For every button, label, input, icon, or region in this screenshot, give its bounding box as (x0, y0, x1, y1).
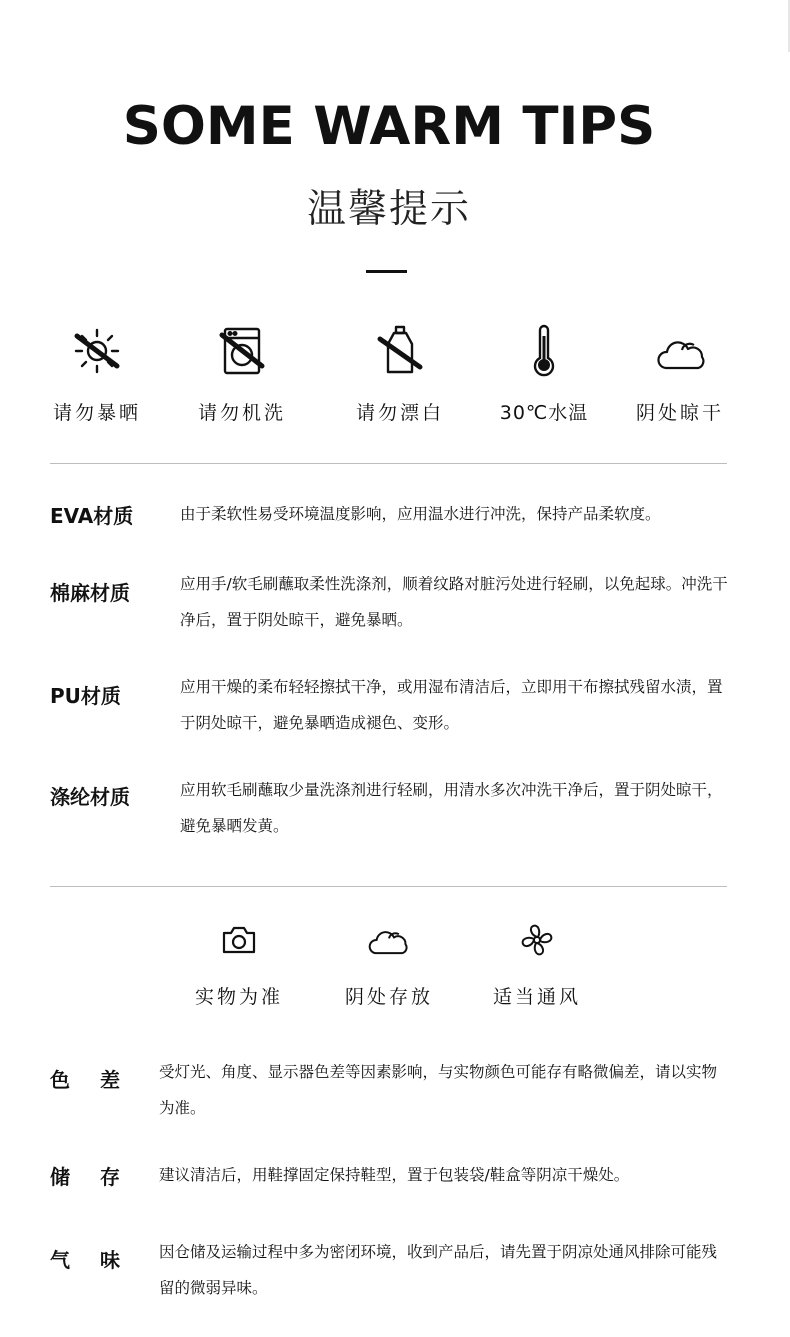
thermometer-icon (516, 322, 572, 378)
material-text: 应用干燥的柔布轻轻擦拭干净，或用湿布清洁后，立即用干布擦拭残留水渍，置于阴处晾干，避免暴晒造成褪色、变形。 (180, 678, 723, 732)
fan-icon (517, 920, 557, 960)
info-item-actual-product (169, 920, 309, 1009)
material-text: 应用手/软毛刷蘸取柔性洗涤剂，顺着纹路对脏污处进行轻刷，以免起球。冲洗干净后，置于阴处晾干，避免暴晒。 (180, 575, 728, 629)
note-title-storage (50, 1161, 120, 1190)
no-sun-icon (69, 322, 125, 378)
note-title-char: 色 (50, 1068, 70, 1092)
section-divider (50, 886, 727, 887)
care-item-shade-dry (610, 322, 750, 425)
material-title: 涤纶材质 (50, 785, 130, 809)
info-item-ventilation (467, 920, 607, 1009)
material-title: EVA材质 (50, 504, 134, 528)
cloud-icon (652, 322, 708, 378)
title-divider (366, 270, 407, 273)
care-item-water-temp (474, 322, 614, 425)
material-text: 由于柔软性易受环境温度影响，应用温水进行冲洗，保持产品柔软度。 (180, 505, 661, 523)
info-label: 阴处存放 (344, 986, 433, 1008)
no-bleach-icon (372, 322, 428, 378)
material-text: 应用软毛刷蘸取少量洗涤剂进行轻刷，用清水多次冲洗干净后，置于阴处晾干，避免暴晒发黄。 (180, 781, 723, 835)
material-title: PU材质 (50, 684, 121, 708)
note-title-char: 味 (100, 1248, 120, 1272)
info-label: 实物为准 (194, 986, 283, 1008)
note-title-color-difference (50, 1064, 120, 1093)
care-label: 请勿机洗 (197, 402, 286, 424)
cloud-icon (366, 920, 412, 960)
note-text: 受灯光、角度、显示器色差等因素影响，与实物颜色可能存有略微偏差，请以实物为准。 (159, 1063, 718, 1117)
care-label: 请勿漂白 (355, 402, 444, 424)
no-machine-wash-icon (214, 322, 270, 378)
care-label: 阴处晾干 (635, 402, 724, 424)
camera-icon (219, 920, 259, 960)
note-title-char: 储 (50, 1165, 70, 1189)
note-title-char: 气 (50, 1248, 70, 1272)
care-label: 30℃水温 (499, 402, 589, 424)
note-title-char: 存 (100, 1165, 120, 1189)
note-title-odor (50, 1244, 120, 1273)
page-title-english: SOME WARM TIPS (122, 96, 656, 157)
info-label: 适当通风 (492, 986, 581, 1008)
info-item-shade-storage (319, 920, 459, 1009)
care-item-no-machine-wash (172, 322, 312, 425)
material-title: 棉麻材质 (50, 581, 130, 605)
page-title-chinese: 温馨提示 (306, 187, 471, 232)
section-divider (50, 463, 727, 464)
note-text: 因仓储及运输过程中多为密闭环境，收到产品后，请先置于阴凉处通风排除可能残留的微弱异味。 (159, 1243, 718, 1297)
care-item-no-sun (27, 322, 167, 425)
note-text: 建议清洁后，用鞋撑固定保持鞋型，置于包装袋/鞋盒等阴凉干燥处。 (159, 1166, 630, 1184)
note-title-char: 差 (100, 1068, 120, 1092)
care-label: 请勿暴晒 (52, 402, 141, 424)
care-item-no-bleach (330, 322, 470, 425)
